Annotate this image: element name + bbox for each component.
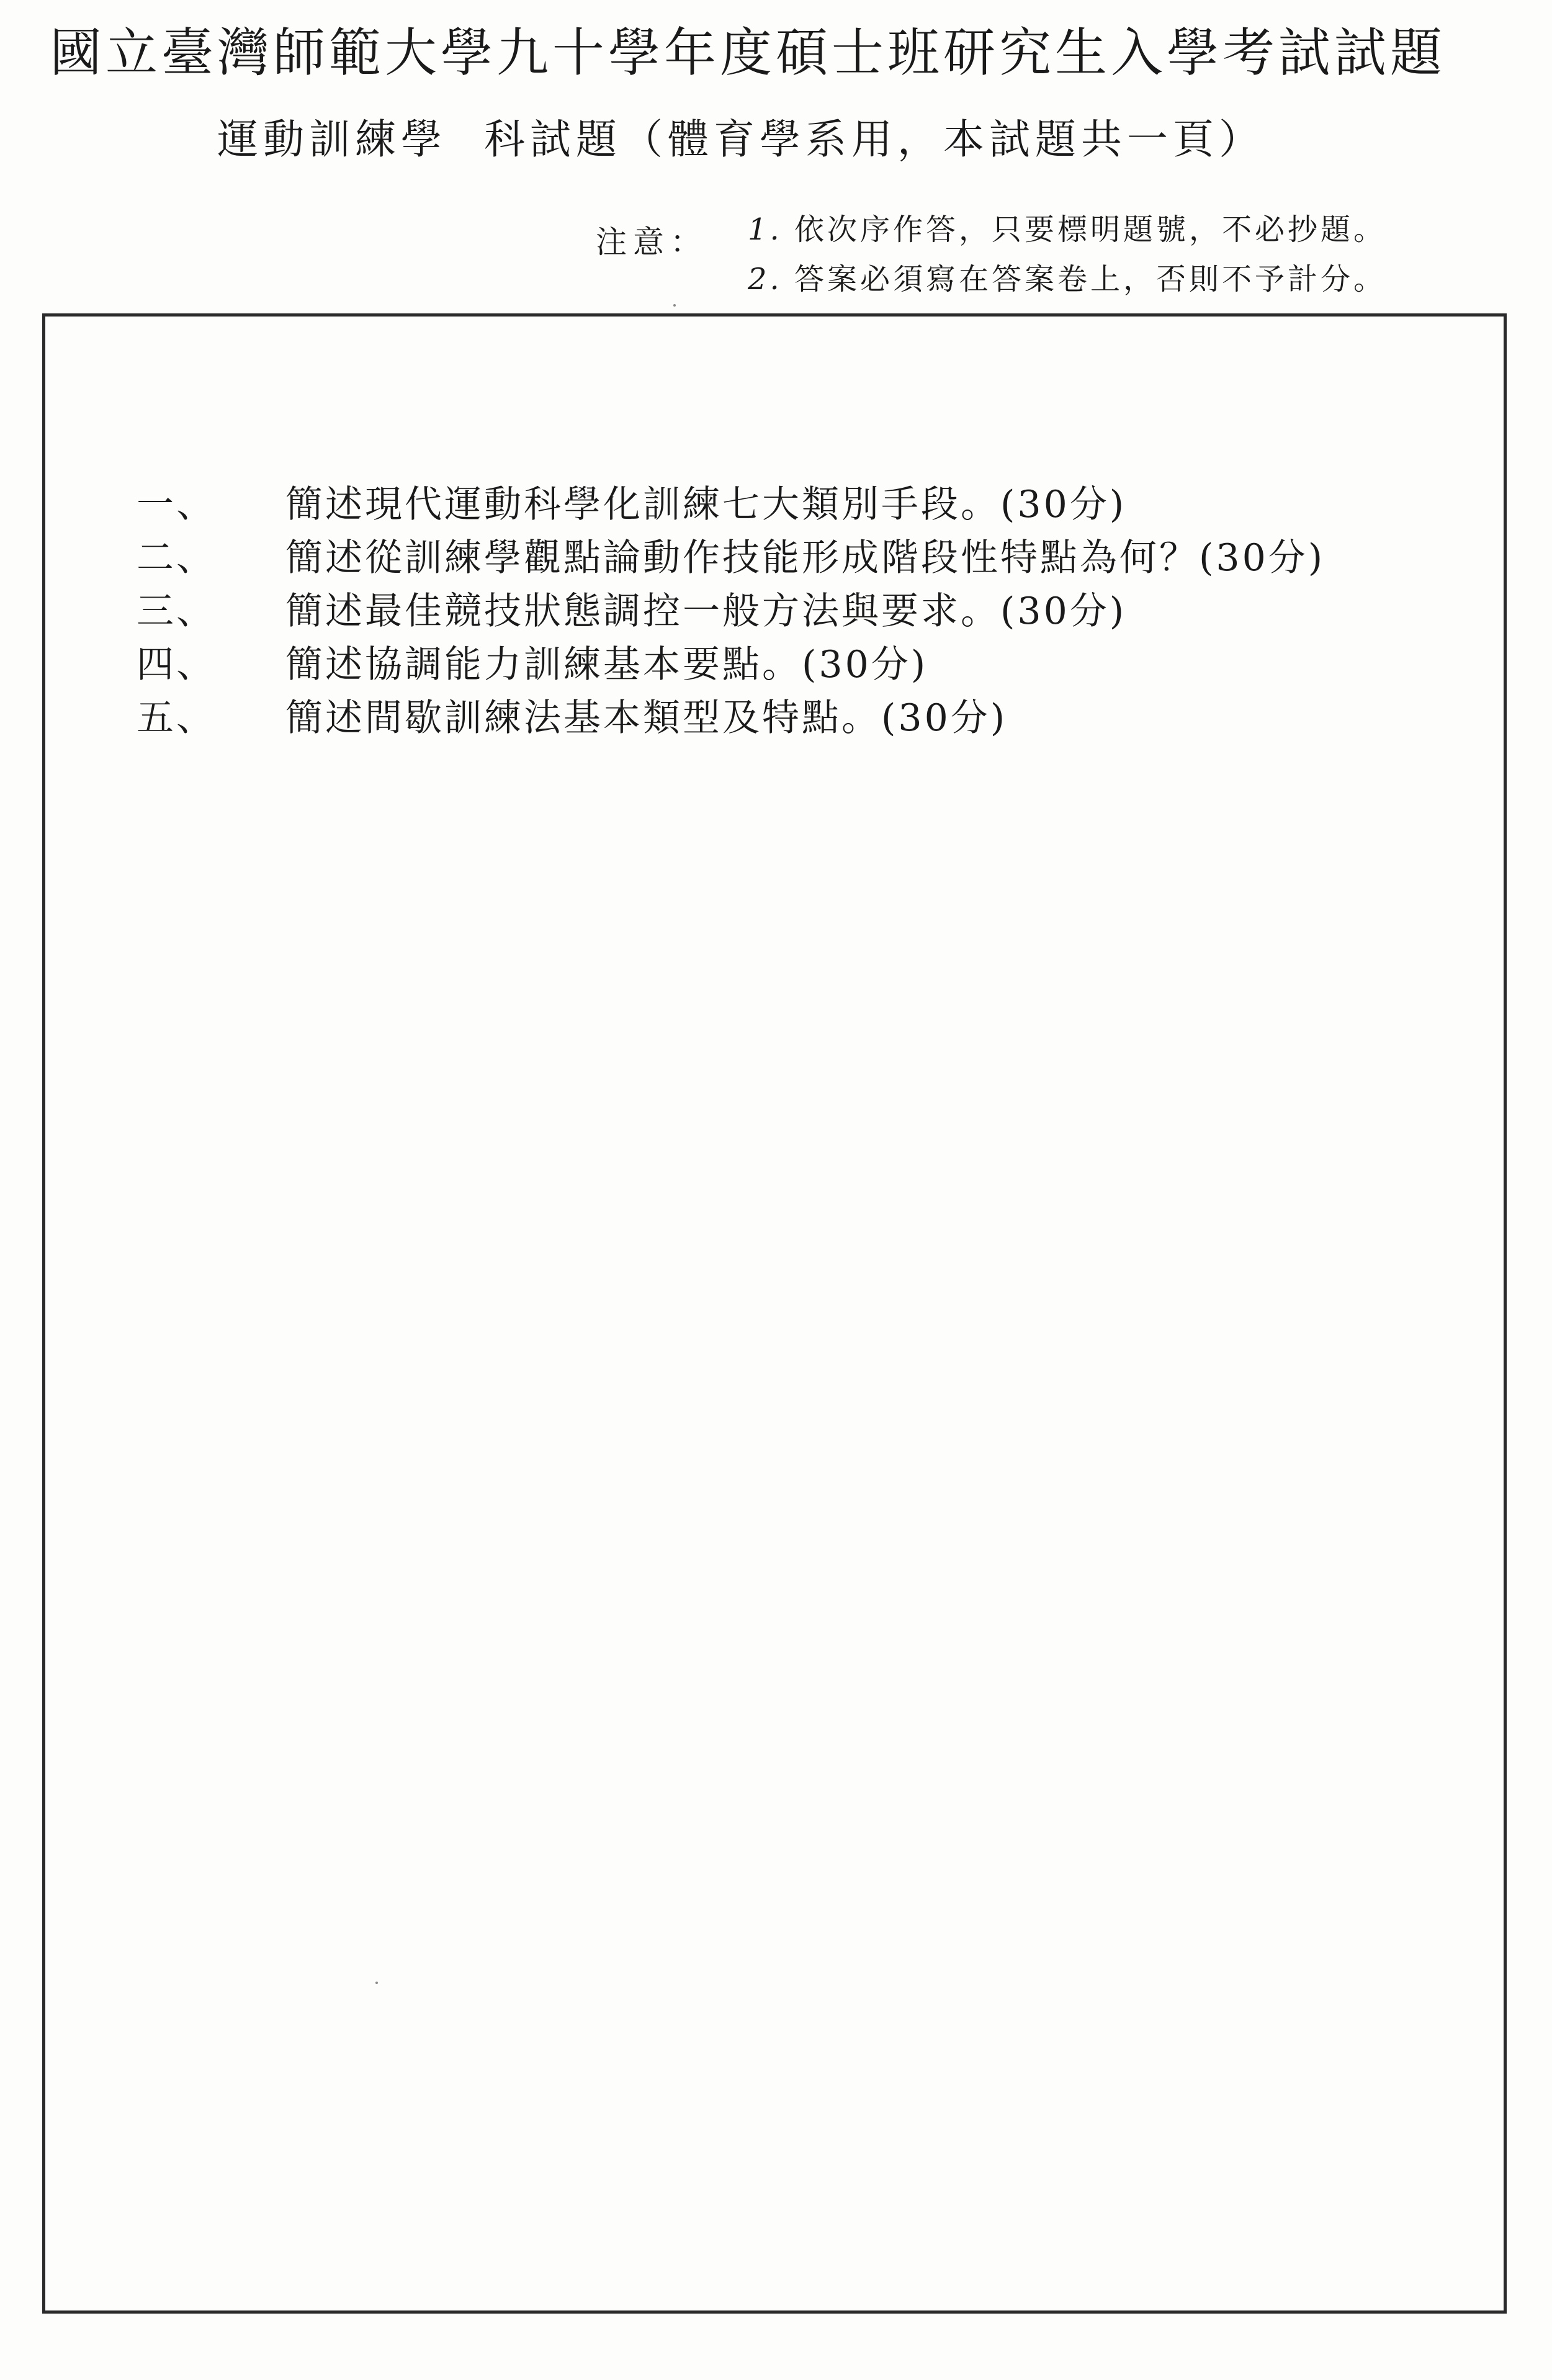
notice-list	[748, 205, 1386, 304]
notice-item	[748, 205, 1386, 254]
question-number: 四、	[137, 643, 216, 686]
question-item	[137, 585, 1325, 638]
question-number: 五、	[137, 696, 216, 740]
question-text: 簡述協調能力訓練基本要點。(30分)	[285, 643, 928, 686]
notice-item	[748, 254, 1386, 304]
notice-text: 答案必須寫在答案卷上，否則不予計分。	[794, 262, 1387, 297]
question-number: 三、	[137, 590, 216, 633]
notice-text: 依次序作答，只要標明題號，不必抄題。	[794, 212, 1387, 247]
question-number: 二、	[137, 536, 216, 580]
question-text: 簡述最佳競技狀態調控一般方法與要求。(30分)	[285, 590, 1127, 633]
exam-title: 國立臺灣師範大學九十學年度碩士班研究生入學考試試題	[50, 22, 1447, 83]
subtitle-rest: 科試題（體育學系用，本試題共一頁）	[484, 115, 1265, 163]
question-item	[137, 478, 1325, 531]
notice-label: 注意：	[596, 224, 707, 260]
question-item	[137, 638, 1325, 691]
question-item	[137, 691, 1325, 745]
question-list	[137, 478, 1325, 745]
subject-name: 運動訓練學	[217, 115, 447, 163]
notice-number: 1.	[748, 212, 783, 247]
question-item	[137, 531, 1325, 585]
question-text: 簡述從訓練學觀點論動作技能形成階段性特點為何？(30分)	[285, 536, 1325, 580]
exam-subtitle	[217, 112, 1265, 168]
question-number: 一、	[137, 483, 216, 526]
question-text: 簡述現代運動科學化訓練七大類別手段。(30分)	[285, 483, 1127, 526]
scan-speck	[375, 1982, 378, 1984]
notice-number: 2.	[748, 262, 783, 297]
question-text: 簡述間歇訓練法基本類型及特點。(30分)	[285, 696, 1008, 740]
scan-speck	[673, 304, 676, 307]
